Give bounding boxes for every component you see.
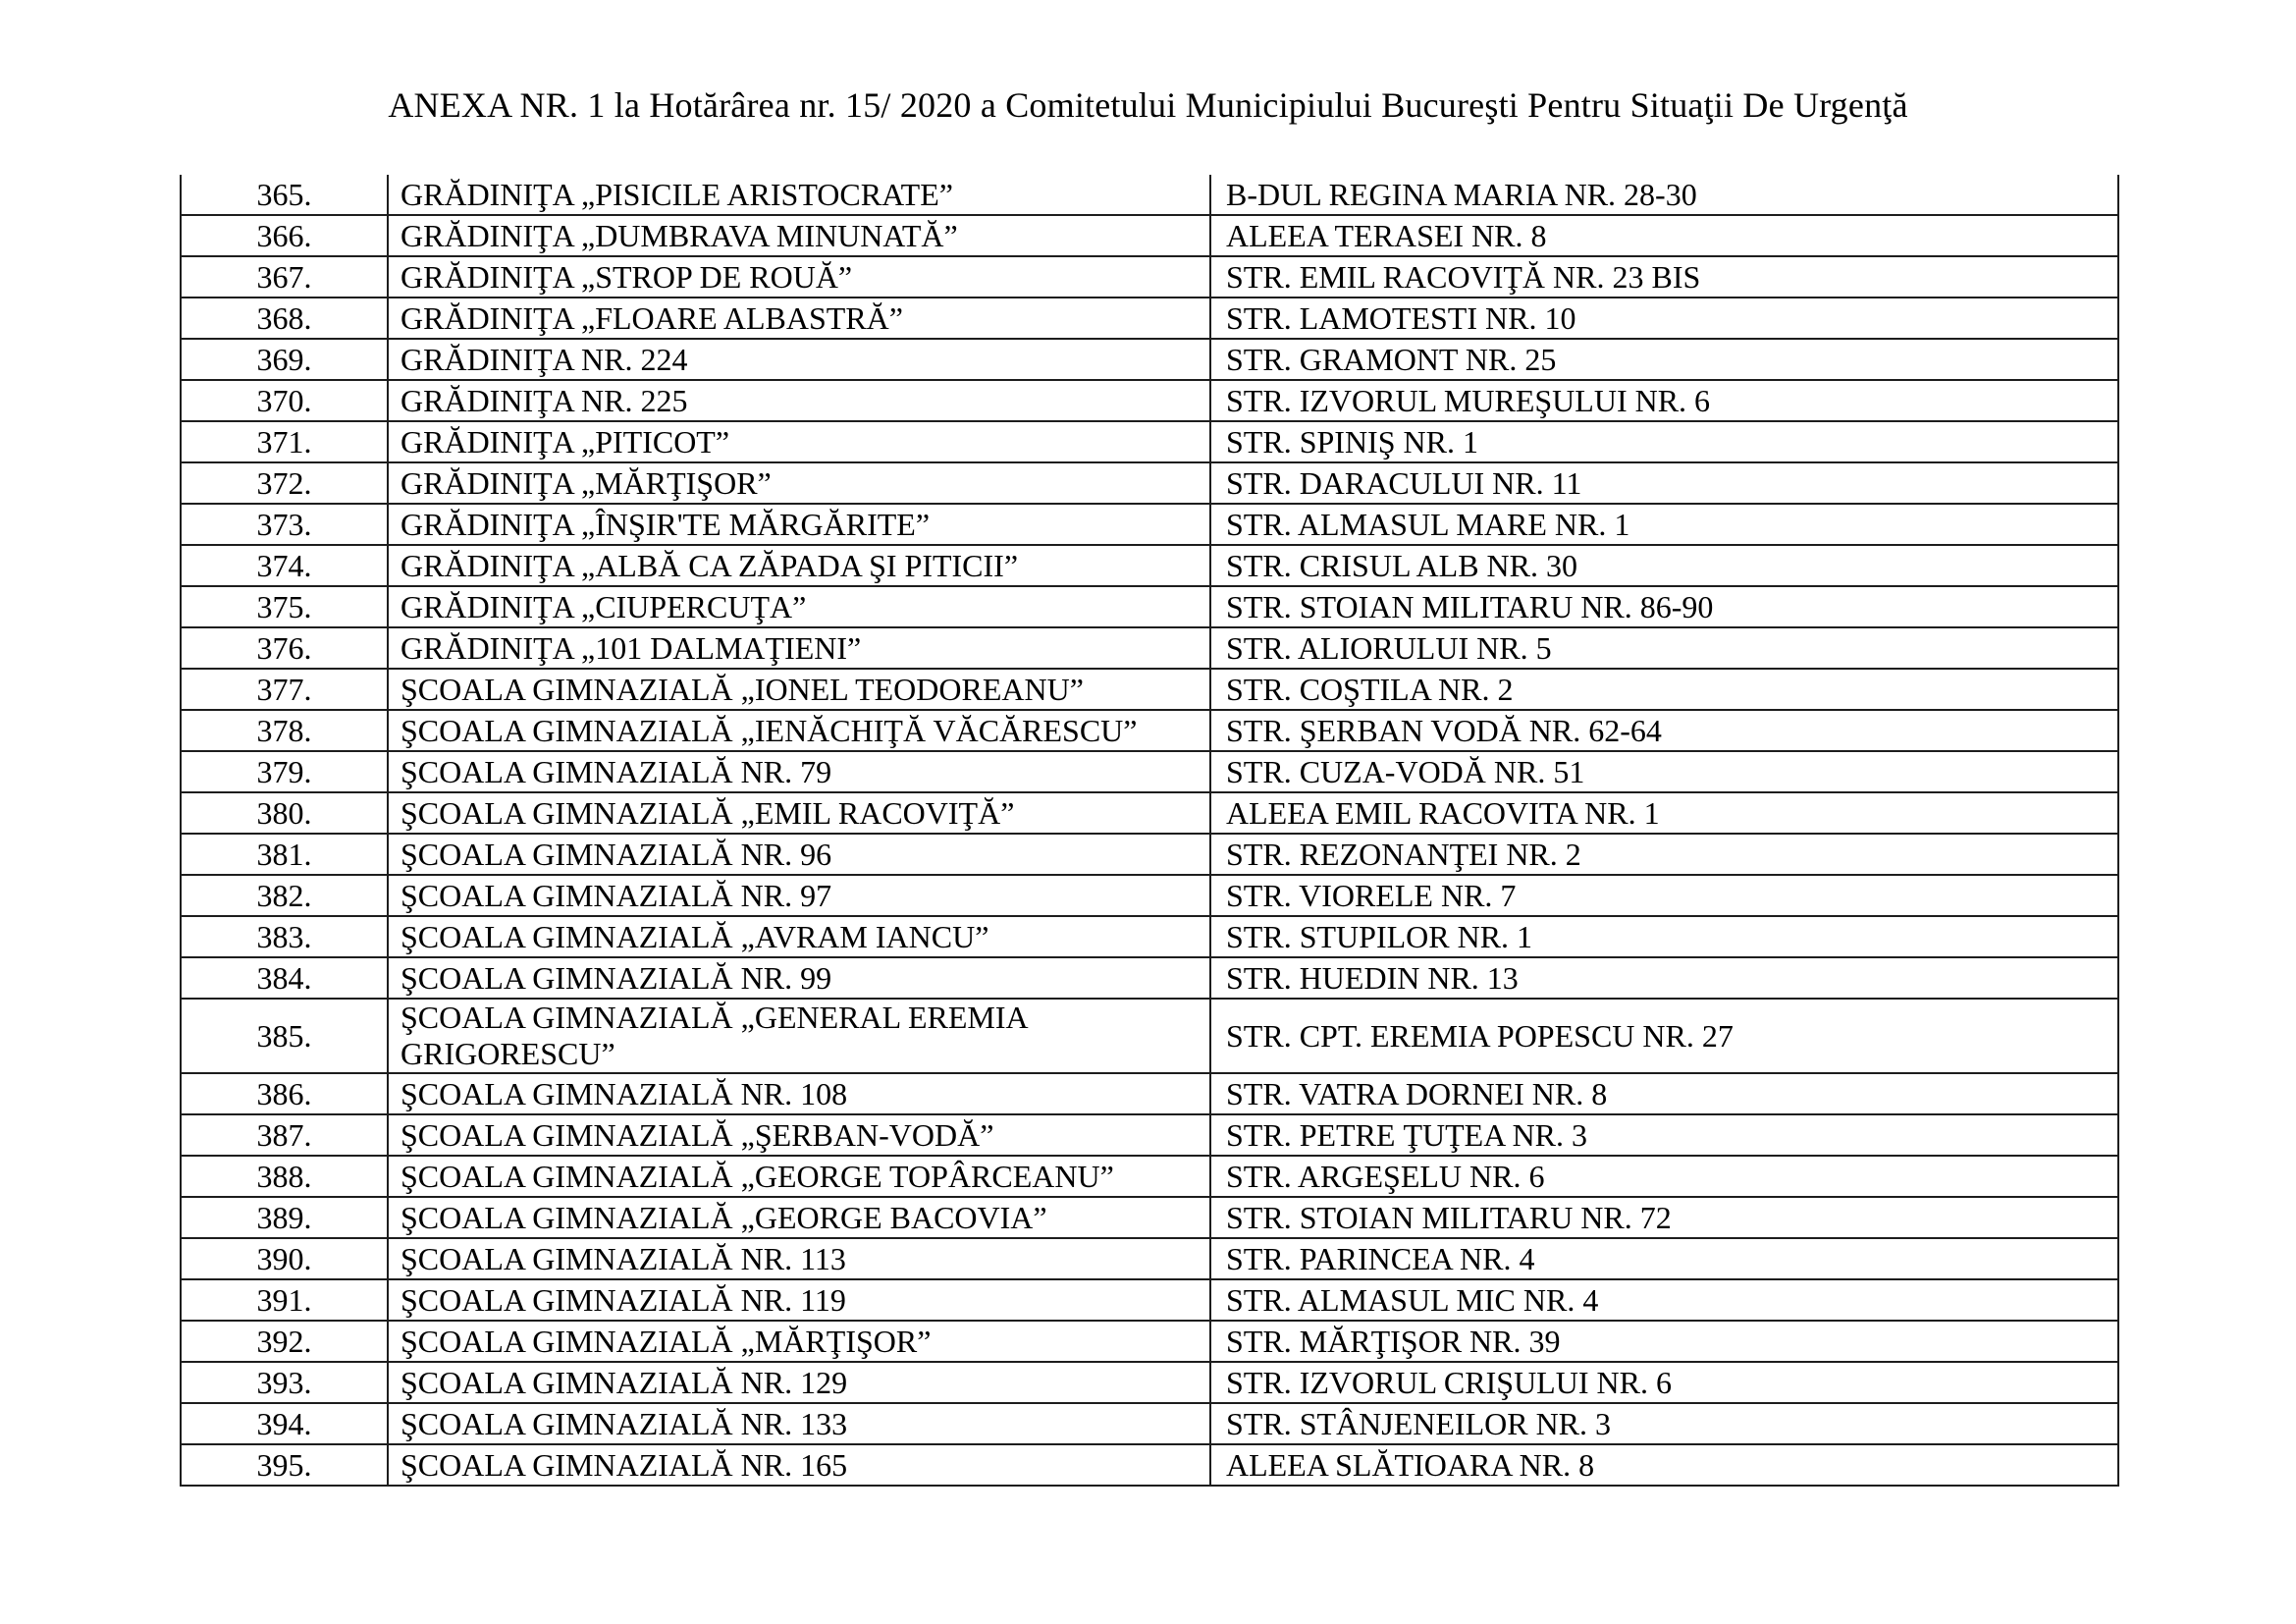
- institution-address-cell: STR. CUZA-VODĂ NR. 51: [1210, 751, 2118, 792]
- row-number-cell: 392.: [181, 1321, 388, 1362]
- institution-address-cell: STR. ALMASUL MIC NR. 4: [1210, 1279, 2118, 1321]
- institution-address-cell: STR. PARINCEA NR. 4: [1210, 1238, 2118, 1279]
- table-row: [181, 834, 2118, 875]
- institution-address-cell: STR. CRISUL ALB NR. 30: [1210, 545, 2118, 586]
- institution-name-cell: ŞCOALA GIMNAZIALĂ „ŞERBAN-VODĂ”: [388, 1114, 1210, 1156]
- table-row: [181, 1238, 2118, 1279]
- institution-name-cell: ŞCOALA GIMNAZIALĂ „GENERAL EREMIA GRIGORESCU”: [388, 999, 1210, 1073]
- institution-name-cell: ŞCOALA GIMNAZIALĂ NR. 79: [388, 751, 1210, 792]
- institution-name-cell: ŞCOALA GIMNAZIALĂ „AVRAM IANCU”: [388, 916, 1210, 957]
- row-number-cell: 383.: [181, 916, 388, 957]
- institution-name-cell: ŞCOALA GIMNAZIALĂ NR. 113: [388, 1238, 1210, 1279]
- institution-address-cell: STR. LAMOTESTI NR. 10: [1210, 298, 2118, 339]
- row-number-cell: 377.: [181, 669, 388, 710]
- institution-name-cell: GRĂDINIŢA „STROP DE ROUĂ”: [388, 256, 1210, 298]
- table-row: [181, 504, 2118, 545]
- institution-name-cell: GRĂDINIŢA „CIUPERCUŢA”: [388, 586, 1210, 627]
- institution-address-cell: ALEEA SLĂTIOARA NR. 8: [1210, 1444, 2118, 1486]
- table-row: [181, 710, 2118, 751]
- row-number-cell: 386.: [181, 1073, 388, 1114]
- row-number-cell: 382.: [181, 875, 388, 916]
- table-row: [181, 1444, 2118, 1486]
- institution-address-cell: STR. DARACULUI NR. 11: [1210, 462, 2118, 504]
- row-number-cell: 365.: [181, 175, 388, 215]
- row-number-cell: 378.: [181, 710, 388, 751]
- institution-address-cell: STR. VIORELE NR. 7: [1210, 875, 2118, 916]
- institution-name-cell: ŞCOALA GIMNAZIALĂ „EMIL RACOVIŢĂ”: [388, 792, 1210, 834]
- row-number-cell: 379.: [181, 751, 388, 792]
- row-number-cell: 371.: [181, 421, 388, 462]
- table-row: [181, 1279, 2118, 1321]
- institution-address-cell: ALEEA TERASEI NR. 8: [1210, 215, 2118, 256]
- row-number-cell: 394.: [181, 1403, 388, 1444]
- institution-address-cell: STR. PETRE ŢUŢEA NR. 3: [1210, 1114, 2118, 1156]
- table-row: [181, 1403, 2118, 1444]
- table-row: [181, 1073, 2118, 1114]
- institution-name-cell: ŞCOALA GIMNAZIALĂ „IENĂCHIŢĂ VĂCĂRESCU”: [388, 710, 1210, 751]
- institution-address-cell: B-DUL REGINA MARIA NR. 28-30: [1210, 175, 2118, 215]
- institution-name-cell: ŞCOALA GIMNAZIALĂ NR. 119: [388, 1279, 1210, 1321]
- row-number-cell: 388.: [181, 1156, 388, 1197]
- table-row: [181, 339, 2118, 380]
- table-row: [181, 545, 2118, 586]
- institution-name-cell: GRĂDINIŢA „FLOARE ALBASTRĂ”: [388, 298, 1210, 339]
- institution-address-cell: STR. ARGEŞELU NR. 6: [1210, 1156, 2118, 1197]
- institution-name-cell: GRĂDINIŢA „101 DALMAŢIENI”: [388, 627, 1210, 669]
- row-number-cell: 387.: [181, 1114, 388, 1156]
- institution-address-cell: STR. ALMASUL MARE NR. 1: [1210, 504, 2118, 545]
- table-row: [181, 1197, 2118, 1238]
- institutions-table: [180, 175, 2119, 1487]
- table-row: [181, 586, 2118, 627]
- institution-address-cell: STR. IZVORUL CRIŞULUI NR. 6: [1210, 1362, 2118, 1403]
- table-row: [181, 751, 2118, 792]
- institution-name-cell: GRĂDINIŢA „PISICILE ARISTOCRATE”: [388, 175, 1210, 215]
- institution-name-cell: ŞCOALA GIMNAZIALĂ „GEORGE TOPÂRCEANU”: [388, 1156, 1210, 1197]
- institution-address-cell: STR. HUEDIN NR. 13: [1210, 957, 2118, 999]
- row-number-cell: 370.: [181, 380, 388, 421]
- institution-address-cell: STR. STUPILOR NR. 1: [1210, 916, 2118, 957]
- institution-name-cell: ŞCOALA GIMNAZIALĂ NR. 97: [388, 875, 1210, 916]
- institution-address-cell: STR. REZONANŢEI NR. 2: [1210, 834, 2118, 875]
- row-number-cell: 389.: [181, 1197, 388, 1238]
- row-number-cell: 367.: [181, 256, 388, 298]
- institution-address-cell: STR. IZVORUL MUREŞULUI NR. 6: [1210, 380, 2118, 421]
- row-number-cell: 381.: [181, 834, 388, 875]
- institution-name-cell: GRĂDINIŢA „DUMBRAVA MINUNATĂ”: [388, 215, 1210, 256]
- table-row: [181, 215, 2118, 256]
- table-row: [181, 1114, 2118, 1156]
- row-number-cell: 384.: [181, 957, 388, 999]
- row-number-cell: 366.: [181, 215, 388, 256]
- institution-address-cell: STR. CPT. EREMIA POPESCU NR. 27: [1210, 999, 2118, 1073]
- institution-name-cell: ŞCOALA GIMNAZIALĂ NR. 165: [388, 1444, 1210, 1486]
- table-row: [181, 627, 2118, 669]
- table-row: [181, 175, 2118, 215]
- table-row: [181, 298, 2118, 339]
- table-row: [181, 999, 2118, 1073]
- institution-name-cell: GRĂDINIŢA „ÎNŞIR'TE MĂRGĂRITE”: [388, 504, 1210, 545]
- institutions-table-body: [181, 175, 2118, 1486]
- institution-address-cell: STR. COŞTILA NR. 2: [1210, 669, 2118, 710]
- institution-name-cell: GRĂDINIŢA „PITICOT”: [388, 421, 1210, 462]
- institution-address-cell: STR. ŞERBAN VODĂ NR. 62-64: [1210, 710, 2118, 751]
- institution-name-cell: ŞCOALA GIMNAZIALĂ NR. 99: [388, 957, 1210, 999]
- institution-address-cell: STR. MĂRŢIŞOR NR. 39: [1210, 1321, 2118, 1362]
- table-row: [181, 957, 2118, 999]
- table-row: [181, 380, 2118, 421]
- page-title: ANEXA NR. 1 la Hotărârea nr. 15/ 2020 a Comitetului Municipiului Bucureşti Pentru Situaţii De Urgenţă: [388, 85, 1908, 125]
- institution-address-cell: STR. VATRA DORNEI NR. 8: [1210, 1073, 2118, 1114]
- table-row: [181, 916, 2118, 957]
- row-number-cell: 369.: [181, 339, 388, 380]
- institution-address-cell: STR. GRAMONT NR. 25: [1210, 339, 2118, 380]
- institution-address-cell: STR. STÂNJENEILOR NR. 3: [1210, 1403, 2118, 1444]
- institution-name-cell: GRĂDINIŢA „MĂRŢIŞOR”: [388, 462, 1210, 504]
- institution-name-cell: ŞCOALA GIMNAZIALĂ NR. 133: [388, 1403, 1210, 1444]
- row-number-cell: 380.: [181, 792, 388, 834]
- table-row: [181, 1156, 2118, 1197]
- institution-name-cell: ŞCOALA GIMNAZIALĂ NR. 129: [388, 1362, 1210, 1403]
- row-number-cell: 395.: [181, 1444, 388, 1486]
- institution-address-cell: STR. STOIAN MILITARU NR. 72: [1210, 1197, 2118, 1238]
- table-row: [181, 462, 2118, 504]
- institution-address-cell: ALEEA EMIL RACOVITA NR. 1: [1210, 792, 2118, 834]
- row-number-cell: 375.: [181, 586, 388, 627]
- row-number-cell: 376.: [181, 627, 388, 669]
- table-row: [181, 792, 2118, 834]
- table-row: [181, 669, 2118, 710]
- institution-name-cell: ŞCOALA GIMNAZIALĂ „MĂRŢIŞOR”: [388, 1321, 1210, 1362]
- row-number-cell: 368.: [181, 298, 388, 339]
- row-number-cell: 390.: [181, 1238, 388, 1279]
- row-number-cell: 372.: [181, 462, 388, 504]
- row-number-cell: 374.: [181, 545, 388, 586]
- row-number-cell: 385.: [181, 999, 388, 1073]
- institution-name-cell: ŞCOALA GIMNAZIALĂ NR. 108: [388, 1073, 1210, 1114]
- institution-address-cell: STR. EMIL RACOVIŢĂ NR. 23 BIS: [1210, 256, 2118, 298]
- table-row: [181, 1321, 2118, 1362]
- table-row: [181, 421, 2118, 462]
- row-number-cell: 391.: [181, 1279, 388, 1321]
- institution-name-cell: GRĂDINIŢA NR. 225: [388, 380, 1210, 421]
- institution-name-cell: GRĂDINIŢA „ALBĂ CA ZĂPADA ŞI PITICII”: [388, 545, 1210, 586]
- table-row: [181, 875, 2118, 916]
- institution-address-cell: STR. STOIAN MILITARU NR. 86-90: [1210, 586, 2118, 627]
- institution-address-cell: STR. ALIORULUI NR. 5: [1210, 627, 2118, 669]
- row-number-cell: 373.: [181, 504, 388, 545]
- institution-name-cell: GRĂDINIŢA NR. 224: [388, 339, 1210, 380]
- table-row: [181, 1362, 2118, 1403]
- table-row: [181, 256, 2118, 298]
- institution-address-cell: STR. SPINIŞ NR. 1: [1210, 421, 2118, 462]
- row-number-cell: 393.: [181, 1362, 388, 1403]
- institution-name-cell: ŞCOALA GIMNAZIALĂ NR. 96: [388, 834, 1210, 875]
- institution-name-cell: ŞCOALA GIMNAZIALĂ „IONEL TEODOREANU”: [388, 669, 1210, 710]
- institution-name-cell: ŞCOALA GIMNAZIALĂ „GEORGE BACOVIA”: [388, 1197, 1210, 1238]
